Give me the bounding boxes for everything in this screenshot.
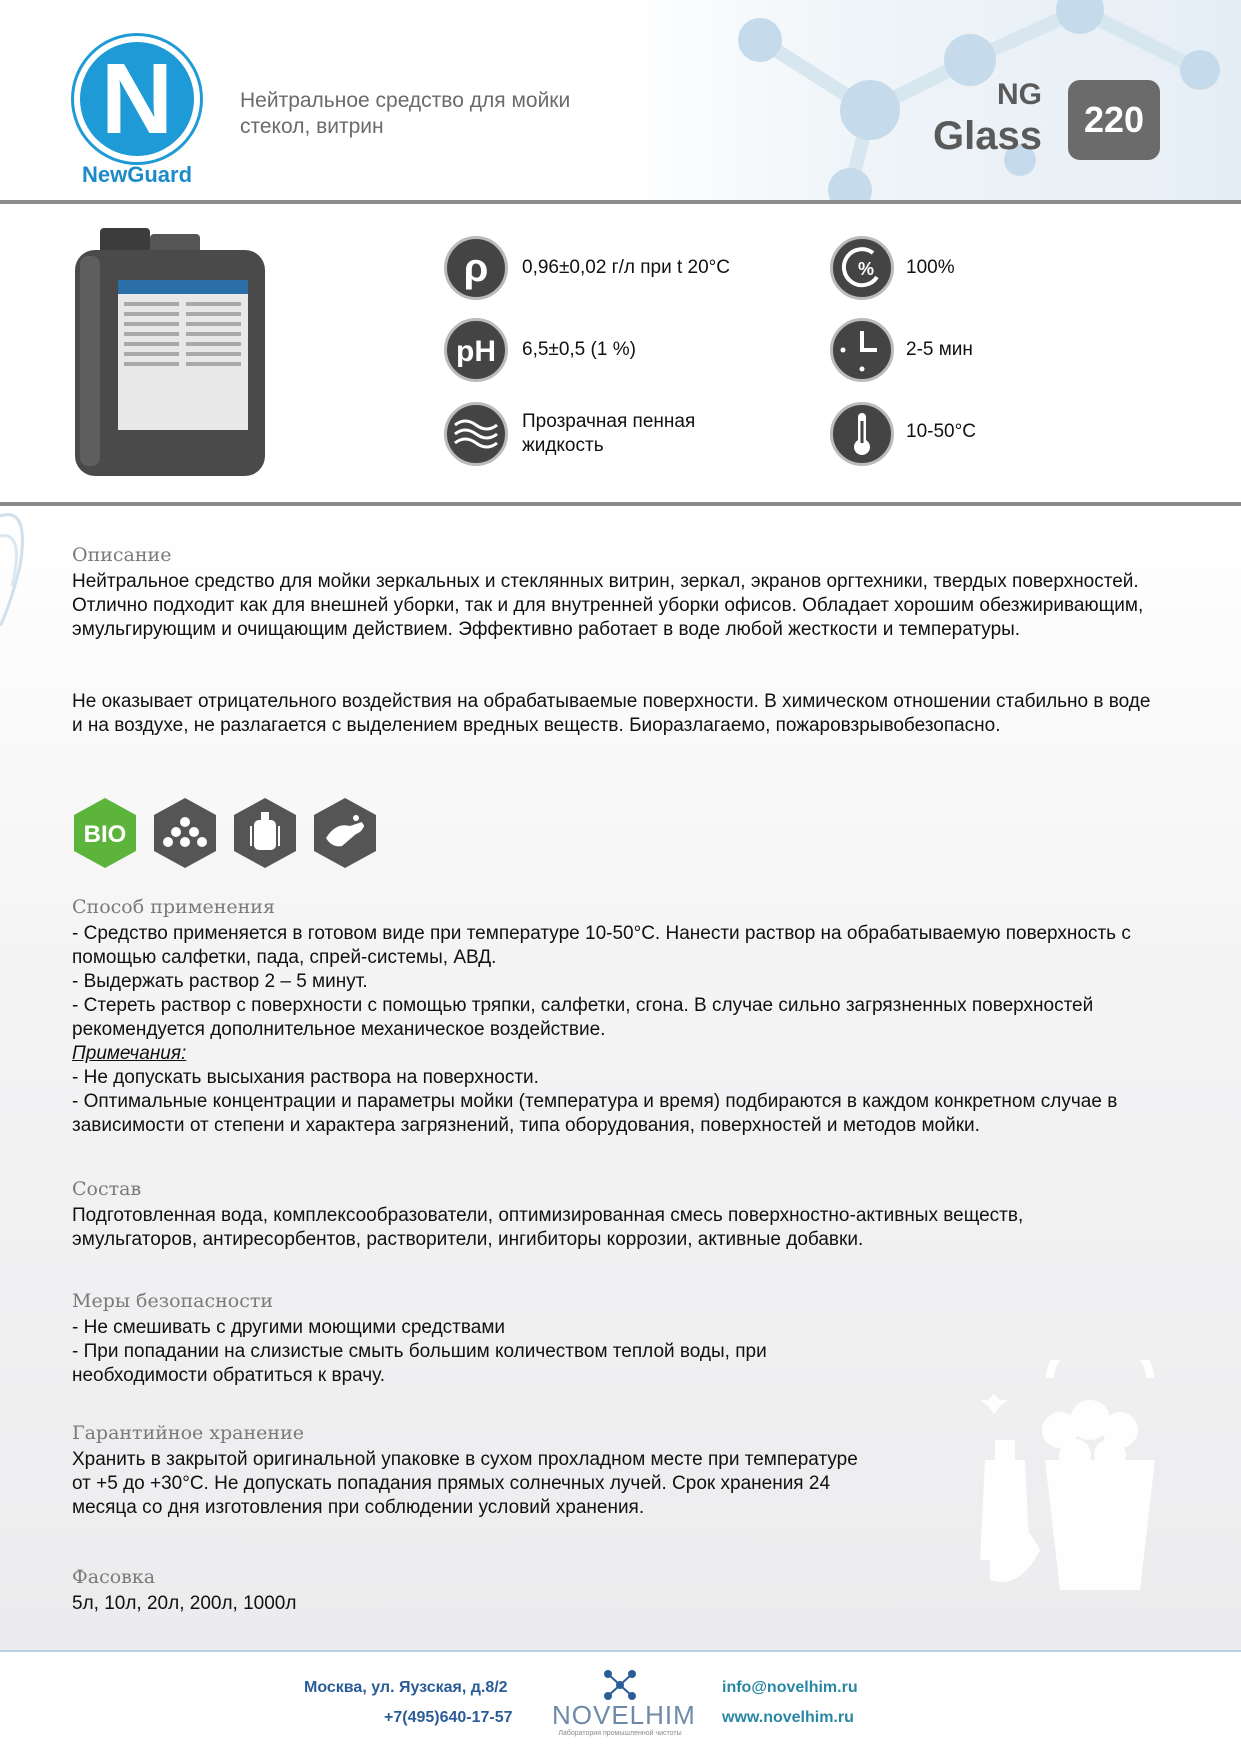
wave-decoration-icon xyxy=(0,506,60,626)
appearance-icon xyxy=(444,402,508,466)
storage-title: Гарантийное хранение xyxy=(72,1422,304,1444)
logo-letter: N xyxy=(100,43,174,155)
usage-line-1: - Средство применяется в готовом виде при температуре 10-50°С. Нанести раствор на обрабатываемую поверхность с помощью салфетки, пада, спрей-системы, АВД. xyxy=(72,923,1131,968)
usage-title: Способ применения xyxy=(72,896,275,918)
composition-title: Состав xyxy=(72,1178,142,1200)
concentration-icon xyxy=(830,236,894,300)
hands-badge-icon xyxy=(312,796,378,870)
specs-divider xyxy=(0,502,1241,506)
storage-text: Хранить в закрытой оригинальной упаковке в сухом прохладном месте при температуре от +5 до +30°С. Не допускать попадания прямых солнечных лучей. Срок хранения 24 месяца со дня изготовления при соблюдении условий хранения. xyxy=(72,1449,858,1518)
ph-icon xyxy=(444,318,508,382)
density-value: 0,96±0,02 г/л при t 20°C xyxy=(522,257,730,278)
logo-text: NewGuard xyxy=(81,162,193,187)
packaging-title: Фасовка xyxy=(72,1566,156,1588)
concentration-value: 100% xyxy=(906,257,955,278)
header-divider xyxy=(0,200,1241,204)
density-icon xyxy=(444,236,508,300)
ph-value: 6,5±0,5 (1 %) xyxy=(522,339,636,360)
svg-text:%: % xyxy=(857,259,875,279)
usage-line-3: - Стереть раствор с поверхности с помощью тряпки, салфетки, сгона. В случае сильно загрязненных поверхностей рекомендуется дополнительное механическое воздействие. xyxy=(72,995,1094,1040)
granules-badge-icon xyxy=(152,796,218,870)
safety-line-1: - Не смешивать с другими моющими средствами xyxy=(72,1317,505,1338)
svg-text:BIO: BIO xyxy=(83,821,127,848)
novelhim-brand: NOVELHIM xyxy=(552,1700,696,1730)
bio-badge-icon xyxy=(72,796,138,870)
packaging-text: 5л, 10л, 20л, 200л, 1000л xyxy=(72,1593,297,1614)
description-paragraph-1: Нейтральное средство для мойки зеркальных и стеклянных витрин, зеркал, экранов оргтехники, твердых поверхностей. Отлично подходит как для внешней уборки, так и для внутренней уборки офисов. Обладает хорошим обезжиривающим, эмульгирующим и очищающим действием. Эффективно работает в воде любой жесткости и температуры. xyxy=(72,571,1144,640)
footer-divider xyxy=(0,1650,1241,1652)
subtitle-line-2: стекол, витрин xyxy=(240,115,384,138)
novelhim-subtitle: Лаборатория промышленной чистоты xyxy=(558,1730,682,1737)
description-title: Описание xyxy=(72,544,172,566)
product-name: Glass xyxy=(933,114,1042,158)
footer-phone[interactable]: +7(495)640-17-57 xyxy=(384,1709,513,1726)
temperature-icon xyxy=(830,402,894,466)
sprayer-badge-icon xyxy=(232,796,298,870)
time-icon xyxy=(830,318,894,382)
product-number-badge: 220 xyxy=(1068,80,1160,160)
description-paragraph-2: Не оказывает отрицательного воздействия на обрабатываемые поверхности. В химическом отношении стабильно в воде и на воздухе, не разлагается с выделением вредных веществ. Биоразлагаемо, пожаровзрывобезопасно. xyxy=(72,691,1151,736)
canister-image-icon xyxy=(70,228,270,478)
footer-email[interactable]: info@novelhim.ru xyxy=(722,1679,858,1696)
usage-note-2: - Оптимальные концентрации и параметры мойки (температура и время) подбираются в каждом конкретном случае в зависимости от степени и характера загрязнений, типа оборудования, поверхностей и методов мойки. xyxy=(72,1091,1118,1136)
subtitle-line-1: Нейтральное средство для мойки xyxy=(240,89,571,112)
notes-label: Примечания: xyxy=(72,1043,187,1064)
usage-note-1: - Не допускать высыхания раствора на поверхности. xyxy=(72,1067,539,1088)
newguard-logo xyxy=(72,36,202,186)
composition-text: Подготовленная вода, комплексообразователи, оптимизированная смесь поверхностно-активных веществ, эмульгаторов, антиресорбентов, растворители, ингибиторы коррозии, активные добавки. xyxy=(72,1205,1024,1250)
safety-title: Меры безопасности xyxy=(72,1290,274,1312)
appearance-value: Прозрачная пенная жидкость xyxy=(522,411,696,456)
footer-website[interactable]: www.novelhim.ru xyxy=(722,1709,854,1726)
svg-text:ρ: ρ xyxy=(463,246,489,290)
footer-address: Москва, ул. Яузская, д.8/2 xyxy=(304,1679,508,1696)
usage-line-2: - Выдержать раствор 2 – 5 минут. xyxy=(72,971,368,992)
cleaning-bucket-icon xyxy=(960,1360,1190,1600)
safety-line-2: - При попадании на слизистые смыть большим количеством теплой воды, при необходимости обратиться к врачу. xyxy=(72,1341,767,1386)
temperature-value: 10-50°C xyxy=(906,421,976,442)
product-prefix: NG xyxy=(997,78,1042,111)
time-value: 2-5 мин xyxy=(906,339,973,360)
svg-text:pH: pH xyxy=(456,335,496,368)
product-subtitle xyxy=(240,88,660,140)
